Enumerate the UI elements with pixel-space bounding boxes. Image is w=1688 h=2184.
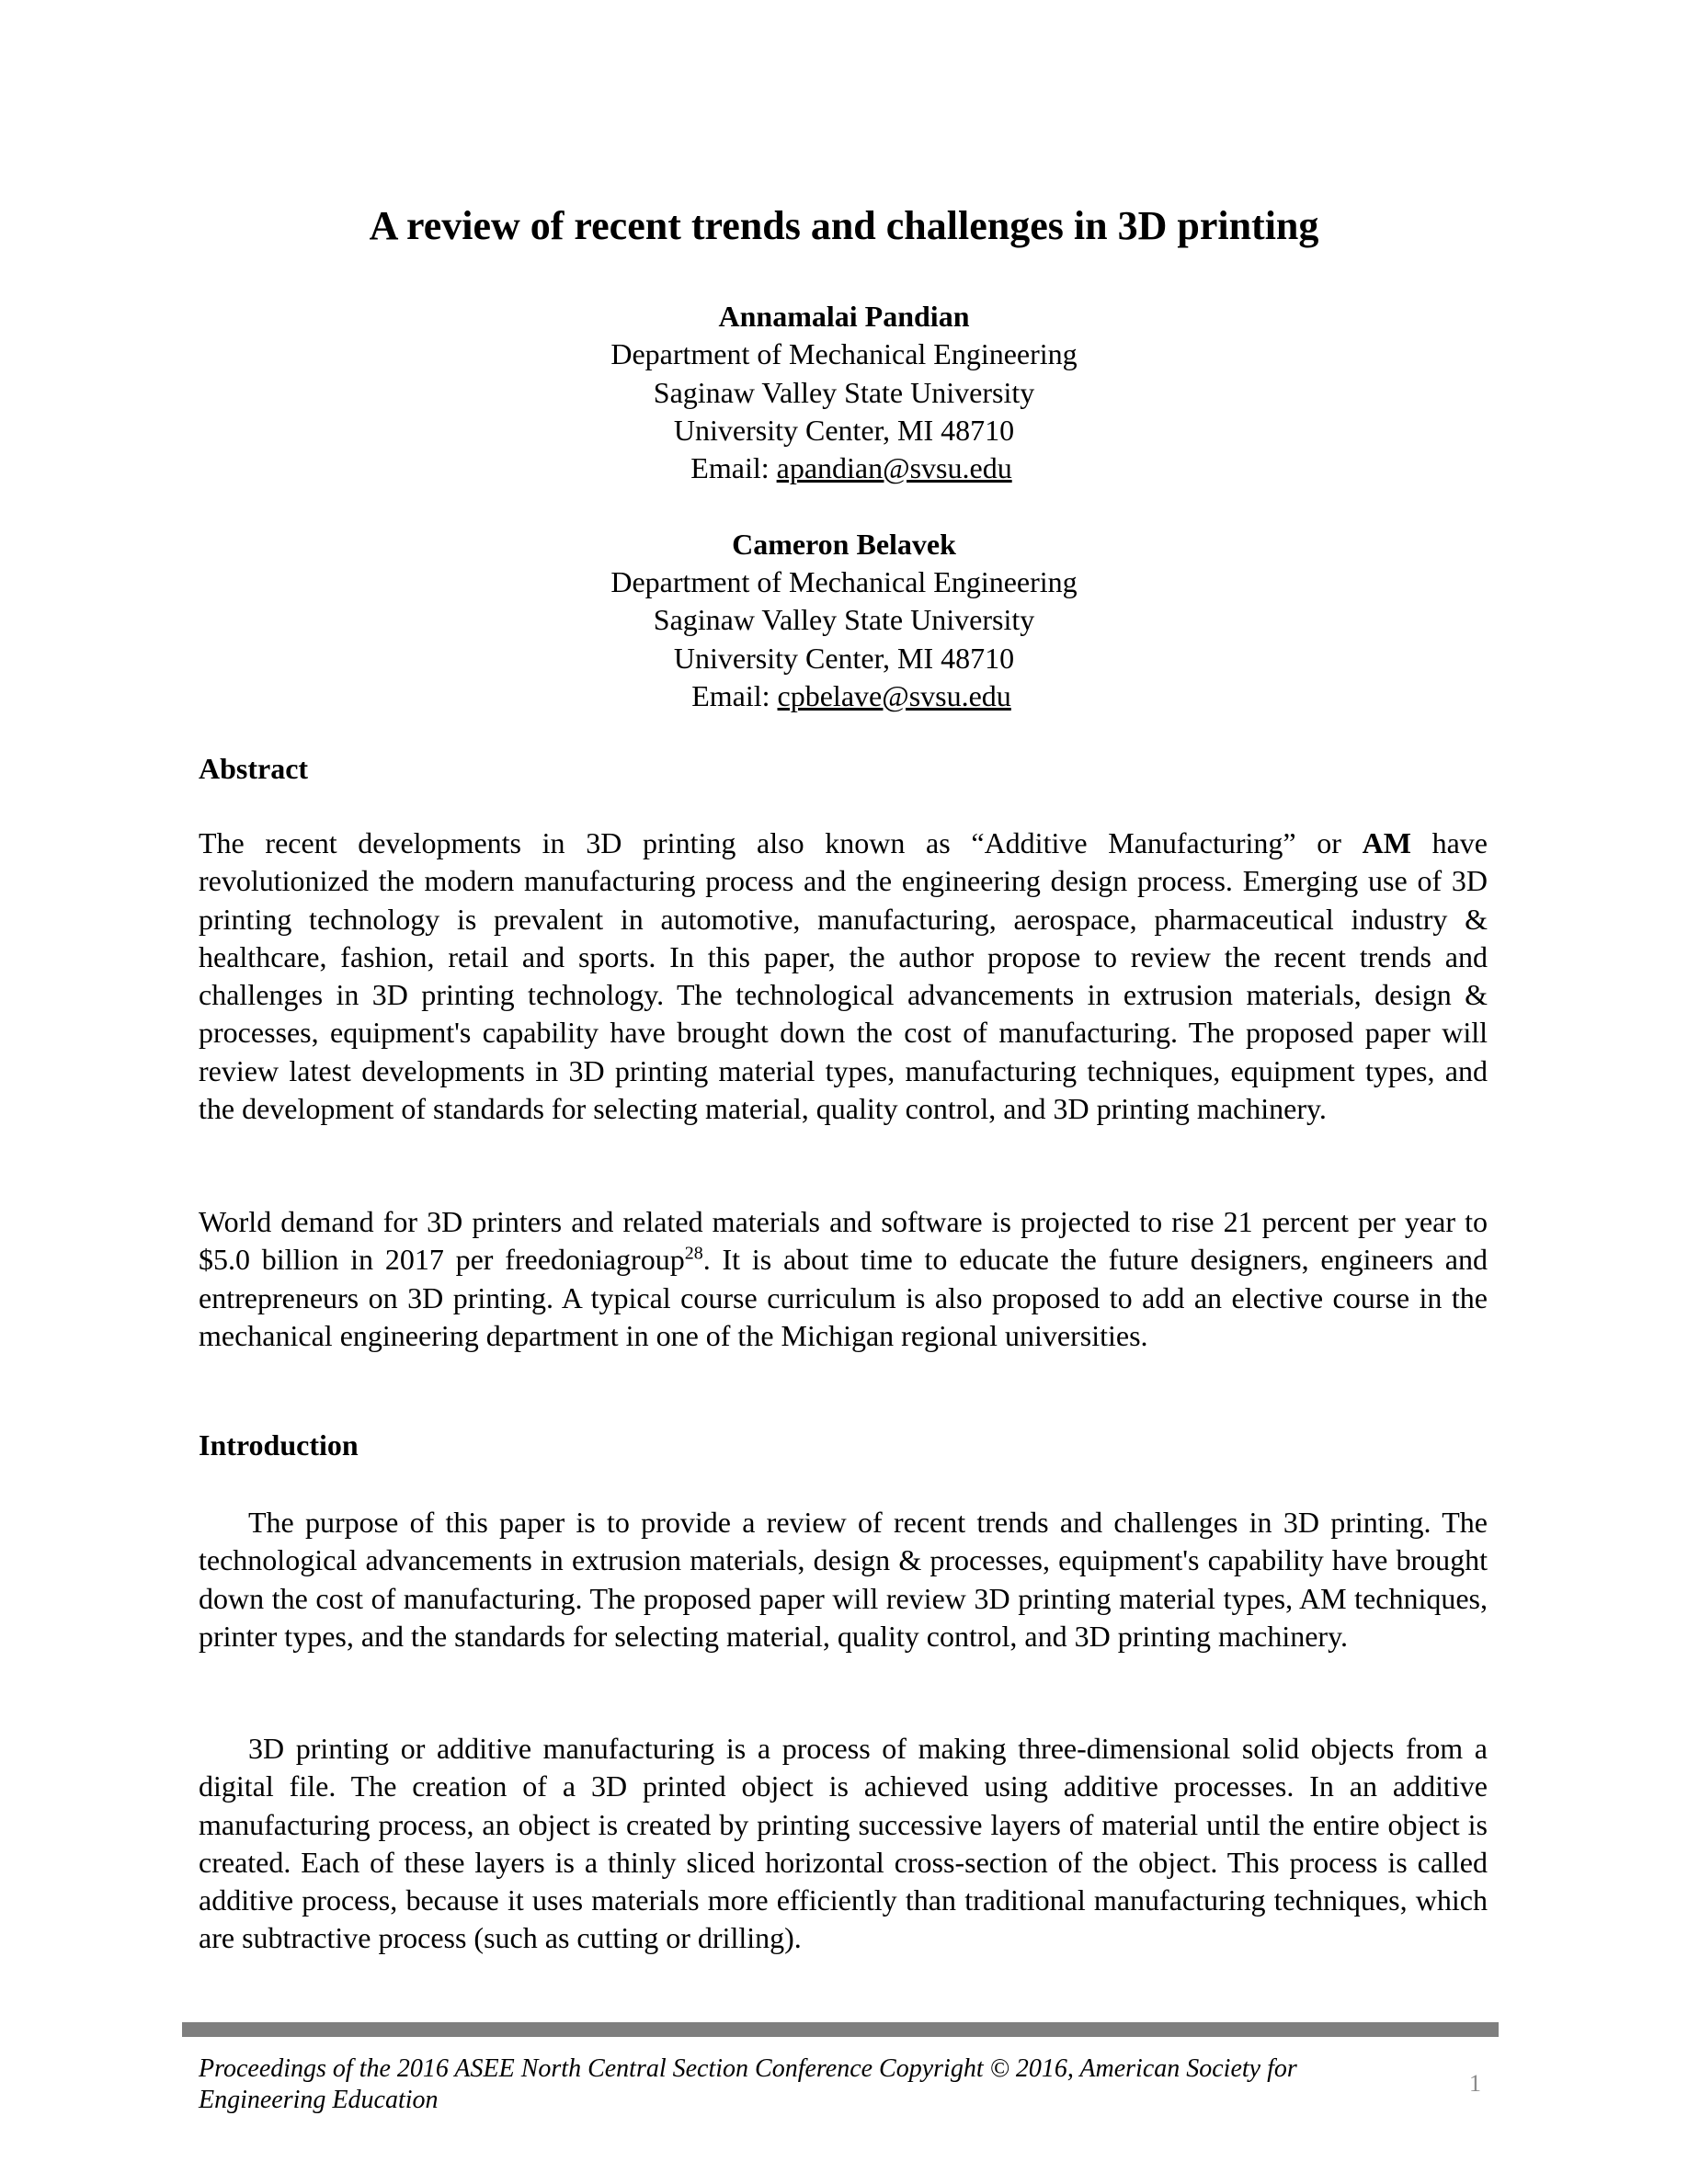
author-address: University Center, MI 48710 <box>673 413 1015 447</box>
author-list <box>0 298 1688 754</box>
author-block <box>0 526 1688 715</box>
author-email-line <box>0 449 1688 487</box>
page-number: 1 <box>1469 2070 1481 2097</box>
author-name: Annamalai Pandian <box>718 300 970 333</box>
footer-citation: Proceedings of the 2016 ASEE North Central Section Conference Copyright © 2016, American Society for Engineering Education <box>199 2054 1297 2114</box>
author-email-link[interactable]: apandian@svsu.edu <box>776 451 1012 485</box>
author-department: Department of Mechanical Engineering <box>610 565 1078 599</box>
author-address: University Center, MI 48710 <box>673 641 1015 675</box>
citation-superscript: 28 <box>684 1243 703 1264</box>
abstract-paragraph-2 <box>199 1203 1488 1355</box>
footer-divider <box>182 2022 1499 2037</box>
author-email-line <box>0 677 1688 715</box>
introduction-paragraph-1: The purpose of this paper is to provide a review of recent trends and challenges in 3D printing. The technological advancements in extrusion materials, design & processes, equipment's capability have brought down the cost of manufacturing. The proposed paper will review 3D printing material types, AM techniques, printer types, and the standards for selecting material, quality control, and 3D printing machinery. <box>199 1506 1488 1653</box>
paper-title: A review of recent trends and challenges in 3D printing <box>369 203 1319 248</box>
author-university: Saginaw Valley State University <box>653 603 1035 637</box>
abstract-text: . It is about time to educate the future designers, engineers and entrepreneurs on 3D printing. A typical course curriculum is also proposed to add an elective course in the mechanical engineering department in one of the Michigan regional universities. <box>199 1243 1488 1352</box>
introduction-heading: Introduction <box>199 1428 359 1462</box>
author-email-link[interactable]: cpbelave@svsu.edu <box>777 678 1011 712</box>
email-label: Email: <box>690 451 770 485</box>
author-department: Department of Mechanical Engineering <box>610 337 1078 371</box>
abstract-paragraph-1 <box>199 825 1488 1128</box>
introduction-paragraph-2: 3D printing or additive manufacturing is a process of making three-dimensional solid objects from a digital file. The creation of a 3D printed object is achieved using additive processes. In an additive manufacturing process, an object is created by printing successive layers of material until the entire object is created. Each of these layers is a thinly sliced horizontal cross-section of the object. This process is called additive process, because it uses materials more efficiently than traditional manufacturing techniques, which are subtractive process (such as cutting or drilling). <box>199 1732 1488 1955</box>
author-block <box>0 298 1688 487</box>
email-label: Email: <box>691 678 770 712</box>
abstract-bold-term: AM <box>1362 826 1411 859</box>
abstract-text: World demand for 3D printers and related materials and software is projected to rise 21 percent per year to $5.0 billion in 2017 per freedoniagroup <box>199 1205 1488 1277</box>
abstract-text: have revolutionized the modern manufacturing process and the engineering design process. Emerging use of 3D printing technology is prevalent in automotive, manufacturing, aerospace, pharmaceutical industry & healthcare, fashion, retail and sports. In this paper, the author propose to review the recent trends and challenges in 3D printing technology. The technological advancements in extrusion materials, design & processes, equipment's capability have brought down the cost of manufacturing. The proposed paper will review latest developments in 3D printing material types, manufacturing techniques, equipment types, and the development of standards for selecting material, quality control, and 3D printing machinery. <box>199 826 1488 1126</box>
author-university: Saginaw Valley State University <box>653 375 1035 409</box>
abstract-heading: Abstract <box>199 752 309 785</box>
author-name: Cameron Belavek <box>732 527 956 561</box>
abstract-text: The recent developments in 3D printing also known as “Additive Manufacturing” or <box>199 826 1363 859</box>
